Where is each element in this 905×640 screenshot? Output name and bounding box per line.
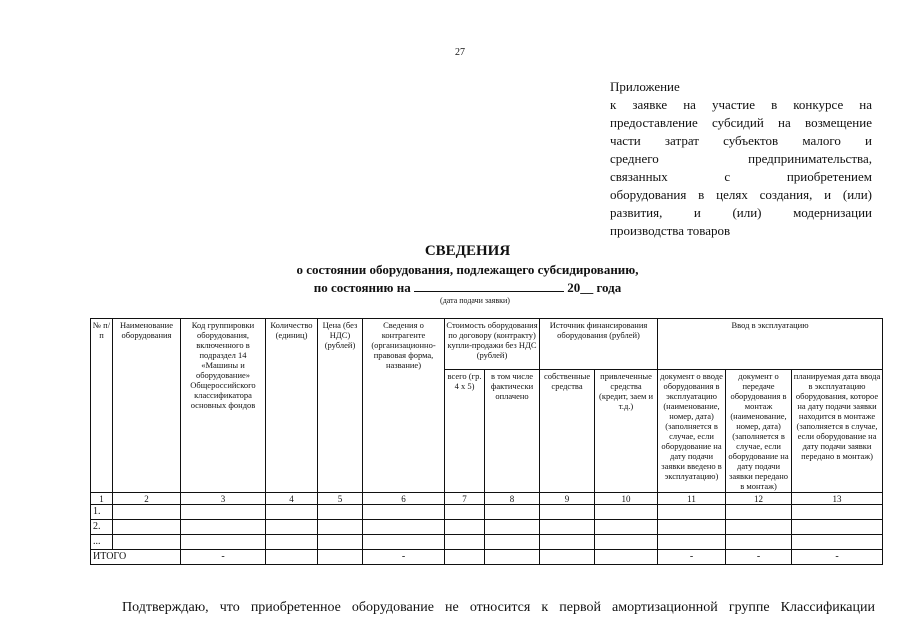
appendix-line: среднего предпринимательства, bbox=[610, 151, 872, 166]
column-number: 7 bbox=[445, 493, 485, 505]
date-hint: (дата подачи заявки) bbox=[440, 296, 510, 305]
col-header-financing: Источник финансирования оборудования (рублей) bbox=[540, 319, 658, 370]
confirmation-text: Подтверждаю, что приобретенное оборудование не относится к первой амортизационной группе Классификации bbox=[122, 600, 875, 615]
subheader-doc-commissioning: документ о вводе оборудования в эксплуатацию (наименование, номер, дата) (заполняется в случае, если оборудование на дату подачи заявки введено в эксплуатацию) bbox=[658, 370, 726, 493]
subheader-doc-installation: документ о передаче оборудования в монтаж (наименование, номер, дата) (заполняется в случае, если оборудование на дату подачи заявки передано в монтаж) bbox=[726, 370, 792, 493]
table-row bbox=[91, 535, 883, 550]
col-header-counterparty: Сведения о контрагенте (организационно-правовая форма, название) bbox=[363, 319, 445, 493]
total-dash: - bbox=[181, 550, 266, 565]
appendix-title: Приложение bbox=[610, 79, 680, 94]
col-header-price: Цена (без НДС) (рублей) bbox=[318, 319, 363, 493]
col-header-commissioning: Ввод в эксплуатацию bbox=[658, 319, 883, 370]
table-row bbox=[91, 520, 883, 535]
table-row bbox=[91, 505, 883, 520]
document-subtitle: о состоянии оборудования, подлежащего субсидированию, bbox=[296, 262, 639, 277]
total-label: ИТОГО bbox=[91, 550, 181, 565]
total-dash: - bbox=[658, 550, 726, 565]
total-dash: - bbox=[363, 550, 445, 565]
row-number: ... bbox=[91, 535, 113, 550]
col-header-cost: Стоимость оборудования по договору (контракту) купли-продажи без НДС (рублей) bbox=[445, 319, 540, 370]
appendix-block bbox=[610, 78, 872, 240]
subheader-planned-date: планируемая дата ввода в эксплуатацию оборудования, которое на дату подачи заявки находится в монтаже (заполняется в случае, если оборудование на дату подачи заявки передано в монтаж) bbox=[792, 370, 883, 493]
subheader-cost-paid: в том числе фактически оплачено bbox=[485, 370, 540, 493]
col-header-quantity: Количество (единиц) bbox=[266, 319, 318, 493]
total-row bbox=[91, 550, 883, 565]
appendix-line: оборудования в целях создания, и (или) bbox=[610, 187, 872, 202]
column-number: 11 bbox=[658, 493, 726, 505]
column-number: 8 bbox=[485, 493, 540, 505]
column-number: 4 bbox=[266, 493, 318, 505]
appendix-line: связанных с приобретением bbox=[610, 169, 872, 184]
appendix-line: предоставление субсидий на возмещение bbox=[610, 115, 872, 130]
date-blank-field[interactable] bbox=[414, 280, 564, 292]
year-label: 20__ года bbox=[567, 280, 622, 295]
column-number: 6 bbox=[363, 493, 445, 505]
col-header-num: № п/п bbox=[91, 319, 113, 493]
column-number: 9 bbox=[540, 493, 595, 505]
appendix-line: производства товаров bbox=[610, 223, 731, 238]
column-number: 3 bbox=[181, 493, 266, 505]
row-number: 1. bbox=[91, 505, 113, 520]
appendix-line: развития, и (или) модернизации bbox=[610, 205, 872, 220]
as-of-prefix: по состоянию на bbox=[313, 280, 411, 295]
total-dash: - bbox=[792, 550, 883, 565]
subheader-cost-total: всего (гр. 4 х 5) bbox=[445, 370, 485, 493]
header-row bbox=[91, 319, 883, 370]
column-numbers-row bbox=[91, 493, 883, 505]
row-number: 2. bbox=[91, 520, 113, 535]
as-of-line bbox=[200, 280, 735, 296]
appendix-line: к заявке на участие в конкурсе на bbox=[610, 97, 872, 112]
column-number: 2 bbox=[113, 493, 181, 505]
column-number: 1 bbox=[91, 493, 113, 505]
subheader-own-funds: собственные средства bbox=[540, 370, 595, 493]
col-header-group-code: Код группировки оборудования, включенного в подраздел 14 «Машины и оборудование» Общероссийского классификатора основных фондов bbox=[181, 319, 266, 493]
page-number: 27 bbox=[455, 47, 465, 58]
document-title: СВЕДЕНИЯ bbox=[424, 243, 511, 259]
appendix-line: части затрат субъектов малого и bbox=[610, 133, 872, 148]
column-number: 12 bbox=[726, 493, 792, 505]
col-header-name: Наименование оборудования bbox=[113, 319, 181, 493]
subheader-borrowed-funds: привлеченные средства (кредит, заем и т.д.) bbox=[595, 370, 658, 493]
column-number: 13 bbox=[792, 493, 883, 505]
column-number: 5 bbox=[318, 493, 363, 505]
equipment-table bbox=[90, 318, 883, 565]
total-dash: - bbox=[726, 550, 792, 565]
column-number: 10 bbox=[595, 493, 658, 505]
